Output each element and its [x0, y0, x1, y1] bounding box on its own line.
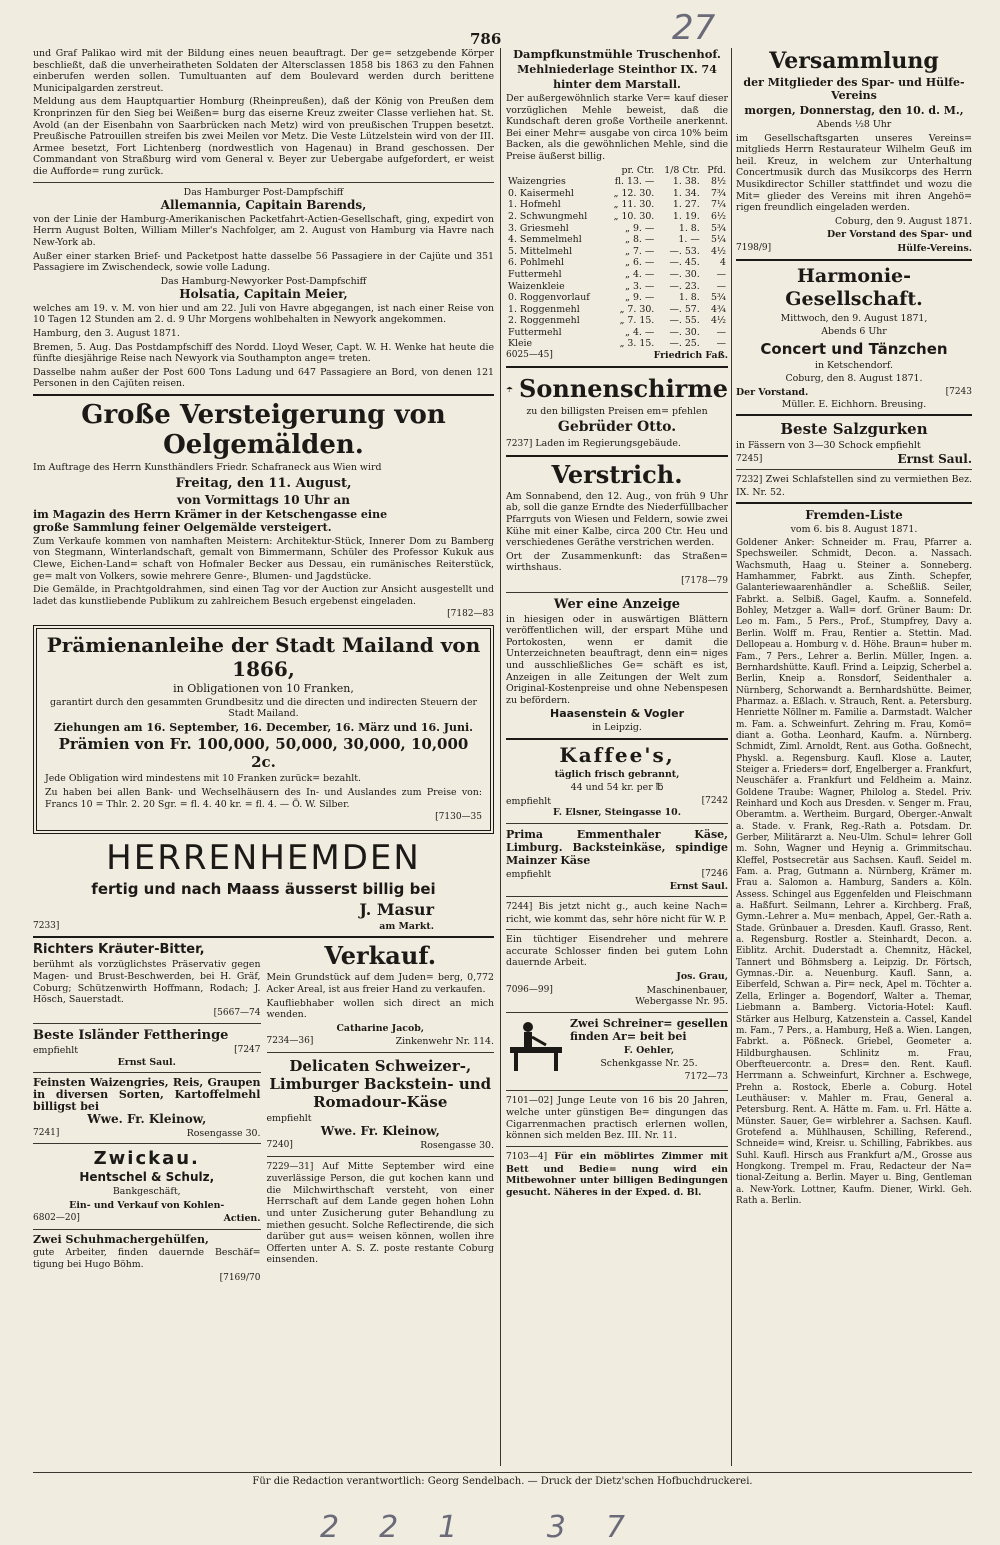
ad-reference: 6025—45]: [506, 350, 553, 361]
price-row: [506, 234, 728, 246]
cheese-title: Delicaten Schweizer-, Limburger Backstein- und Romadour-Käse: [269, 1056, 492, 1111]
price-cell: —: [716, 280, 726, 292]
price-cell: 1. 38.: [672, 176, 700, 188]
sale-row: [267, 1036, 495, 1048]
harmonie-date: Coburg, den 8. August 1871.: [785, 373, 923, 385]
price-header-cell: Pfd.: [707, 164, 726, 176]
page-number: 786: [470, 30, 502, 48]
price-header-row: [506, 165, 728, 177]
loan-line: in Obligationen von 10 Franken,: [173, 681, 354, 695]
meeting-footer: [736, 243, 972, 255]
column-divider: [731, 48, 732, 1466]
meeting-line: der Mitglieder des Spar- und Hülfe-Vereins: [743, 76, 965, 102]
price-cell: —. 23.: [669, 280, 700, 292]
ad-reference: 6802—20]: [33, 1213, 80, 1224]
zwickau-line: Actien.: [223, 1213, 261, 1225]
column-left: [33, 48, 494, 1466]
strike-text: Am Sonnabend, den 12. Aug., von früh 9 Uhr ab, soll die ganze Erndte des Niederfüllbacher Pfarrguts von Wiesen und Feldern, sowie zwei Kühe mit einer Kalbe, circa 200 Ctr. Heu und verschiedenes Geräthe verstrichen werden.: [506, 490, 728, 549]
gherkin-text: in Fässern von 3—30 Schock empfiehlt: [736, 440, 921, 452]
price-row: [506, 315, 728, 327]
ad-reference: [7247: [234, 1045, 261, 1056]
ship-notice-text: welches am 19. v. M. von hier und am 22. Juli von Havre abgegangen, ist nach einer Reise von 10 Tagen 12 Stunden am 2. d. 9 Uhr Morgens wohlbehalten in Newyork angekommen.: [33, 302, 494, 326]
news-paragraph: Meldung aus dem Hauptquartier Homburg (Rheinpreußen), daß der König von Preußen dem Kronprinzen für den Sieg bei Weißen= burg das eiserne Kreuz zweiter Classe verliehen hat. St. Avold (an der Eisenbahn von Saarbrücken nach Metz) wird von preußischen Truppen besetzt. Preußische Patrouillen streifen bis zwei Meilen vor Metz. Die Veste Lützelstein wird von der III. Armee besetzt, Fort Lichtenberg (nordwestlich von Hagenau) in Brand geschossen. Der Commandant von Straßburg wird vom General v. Beyer zur Uebergabe aufgefordert, er weist die Aufforde= rung zurück.: [33, 96, 494, 177]
shirts-place: am Markt.: [379, 920, 434, 932]
price-cell: „ 7. —: [625, 245, 655, 257]
price-row: [506, 257, 728, 269]
divider: [33, 936, 494, 938]
divider: [33, 1143, 261, 1144]
ad-reference: [7130—35: [435, 812, 482, 823]
price-cell: —. 30.: [669, 326, 700, 338]
loan-line: Zu haben bei allen Bank- und Wechselhäusern des In- und Auslandes zum Preise von: Francs 10 = Thlr. 2. 20 Sgr. = fl. 4. 40 kr. = fl. 4. — Ö. W. Silber.: [45, 786, 482, 810]
umbrella-title: Sonnenschirme: [519, 373, 728, 403]
price-cell: Futtermehl: [508, 326, 562, 338]
strike-text: Ort der Zusammenkunft: das Straßen= wirthshaus.: [506, 550, 728, 574]
price-table-head: [506, 165, 728, 177]
cheese-row: [267, 1140, 495, 1152]
divider: [33, 1229, 261, 1230]
loan-line: Jede Obligation wird mindestens mit 10 Franken zurück= bezahlt.: [45, 773, 361, 785]
price-cell: „ 3. 15.: [619, 338, 655, 350]
price-row: [506, 292, 728, 304]
price-cell: „ 6. —: [625, 257, 655, 269]
turner-address: Webergasse Nr. 95.: [635, 996, 728, 1008]
umbrella-header: [506, 372, 728, 406]
harmonie-footer: [736, 387, 972, 399]
news-paragraph: und Graf Palikao wird mit der Bildung eines neuen beauftragt. Der ge= setzgebende Körper beschließt, daß die unverheiratheten Soldaten der Altersclassen 1858 bis 1863 zu den Fahnen einberufen werden sollen. Tumultuanten auf dem Boulevard werden durch berittene Municipalgarden zerstreut.: [33, 48, 494, 94]
guest-list-period: vom 6. bis 8. August 1871.: [790, 524, 918, 536]
price-cell: 4: [720, 257, 726, 269]
auction-collection: große Sammlung feiner Oelgemälde versteigert.: [33, 521, 332, 535]
coffee-line: empfiehlt: [506, 795, 552, 807]
umbrella-address: Laden im Regierungsgebäude.: [535, 438, 681, 450]
price-cell: 8½: [710, 176, 726, 188]
sale-title: Verkauf.: [324, 941, 437, 971]
gherkin-merchant: Ernst Saul.: [897, 451, 972, 466]
coffee-line: täglich frisch gebrannt,: [554, 768, 680, 780]
meeting-text: im Gesellschaftsgarten unseres Vereins= mitglieds Herrn Restaurateur Wilhelm Geuß im heil. Kreuz, in welchem zur Unterhaltung Concertmusik durch das Musikcorps des Herrn Musikdirector Schiller stattfindet und wozu die Mit= glieder des Vereins mit ihren Angehö= rigen freundlich eingeladen werden.: [736, 132, 972, 214]
lower-ads-left: [33, 942, 261, 1286]
found-notice: [506, 901, 728, 925]
cheese-address: Rosengasse 30.: [420, 1140, 494, 1152]
harmonie-title: Harmonie-Gesellschaft.: [785, 264, 923, 310]
coffee-line: 44 und 54 kr. per ℔: [570, 782, 664, 794]
ad-agency-place: in Leipzig.: [592, 721, 642, 733]
youth-text: Junge Leute von 16 bis 20 Jahren, welche unter günstigen Be= dingungen das Cigarrenmachen practisch erlernen wollen, können sich melden Bez. III. Nr. 11.: [506, 1094, 728, 1142]
price-row: [506, 211, 728, 223]
beds-ad: [736, 474, 972, 498]
divider: [33, 1072, 261, 1073]
price-cell: 1. 19.: [672, 210, 700, 222]
price-cell: „ 11. 30.: [613, 199, 655, 211]
zwickau-line: Bankgeschäft,: [112, 1186, 181, 1198]
price-cell: —. 30.: [669, 268, 700, 280]
price-cell: „ 7. 15.: [619, 315, 655, 327]
ad-reference: [7242: [701, 795, 728, 806]
column-middle: [506, 48, 728, 1466]
divider: [506, 738, 728, 740]
price-cell: Futtermehl: [508, 268, 562, 280]
loan-line: garantirt durch den gesammten Grundbesitz und die directen und indirecten Steuern der Stadt Mailand.: [50, 696, 477, 720]
price-cell: 4¾: [710, 303, 726, 315]
ad-reference: 7198/9]: [736, 242, 772, 253]
divider: [506, 929, 728, 930]
coffee-row: [506, 796, 728, 808]
emmentaler-row: [506, 869, 728, 881]
auction-title: Große Versteigerung von Oelgemälden.: [81, 400, 446, 461]
harmonie-signature: Der Vorstand.: [736, 386, 809, 398]
price-header-cell: 1/8 Ctr.: [664, 164, 700, 176]
price-cell: 1. 34.: [672, 187, 700, 199]
emmentaler-line: empfiehlt: [506, 868, 552, 880]
carpenter-workshop-icon: [506, 1017, 566, 1073]
price-cell: —. 25.: [669, 338, 700, 350]
price-cell: 1. 8.: [678, 222, 700, 234]
meeting-signature: Der Vorstand des Spar- und: [827, 229, 972, 241]
ad-reference: 7101—02]: [506, 1095, 553, 1106]
mill-subtitle: Mehlniederlage Steinthor IX. 74: [517, 63, 717, 76]
price-cell: 1. 8.: [678, 292, 700, 304]
shirts-footer: [33, 921, 494, 933]
price-row: [506, 223, 728, 235]
ad-agency-title: Wer eine Anzeige: [553, 596, 681, 612]
price-cell: —. 55.: [669, 315, 700, 327]
mill-subtitle: hinter dem Marstall.: [553, 78, 681, 91]
ship-notice-text: von der Linie der Hamburg-Amerikanischen Packetfahrt-Actien-Gesellschaft, ging, expedirt von Herrn August Bolten, William Miller's Nachfolger, am 2. August von Hamburg via Havre nach New-York ab.: [33, 213, 494, 248]
guest-list-text: Goldener Anker: Schneider m. Frau, Pfarrer a. Spechsweiler. Schmidt, Decon. a. Nassach. Wachsmuth, Haag u. Steiner a. Sonneberg. Hamhammer, Fabrkt. aus Zinth. Schepfer, Galanteriewaarenhändler a. Scheßliß. Seiler, Fabrkt. a. Selbiß. Gagel, Kaufm. a. Sonnefeld. Bohley, Metzger a. Wall= dorf. Grüner Baum: Dr. Leo m. Fam., 5 Pers., Prof., Stumpfrey, Davy a. Berlin. Wolff m. Frau, Rentier a. Stettin. Mad. Dellopeau a. Homburg v. d. Höhe. Braun= huber m. Fam., 7 Pers., Lehrer a. Berlin. Müller, Ingen. a. Bernhardshütte. Kaufl. Frind a. Leipzig, Scherbel a. Berlin, Kneip a. Ronsdorf, Seidenthaler a. Nürnberg, Schorwandt a. Bernhardshütte. Beimer, Pharmaz. a. Eßlach. v. Strauch, Rent. a. Petersburg. Henriette Nöllner m. Familie a. Darmstadt. Walcher m. Fam. a. Schweinfurt. Zehring m. Frau, Komö= diant a. Gotha. Leonhard, Kaufm. a. Nürnberg. Schmidt, Ziml. Arnoldt, Rent. aus Gotha. Goßnecht, Physkl. a. Regensburg. Kaufl. Klose a. Lauter, Steiger a. Frieders= dorf, Engelberger a. Frankfurt, Neuschäfer a. Frankfurt und Feldheim a. Mainz. Goldene Traube: Wagner, Philolog a. Stedel. Priv. Reinhard und Koch aus Dresden. v. Senger m. Frau, Oberamtm. a. Wertheim. Burgard, Oberger.-Anwalt a. Stade. v. Frank, Reg.-Rath a. Potsdam. Dr. Gerber, Militärarzt a. Neu-Ulm. Schul= lehrer Goll m. Sohn, Wagner und Heynig a. Grimmitschau. Kleffel, Postsecretär aus Sachsen. Kaufl. Seidel m. Fam. a. Prag, Gutmann a. Nürnberg, Krämer m. Frau a. Salomon a. Hamburg, Sanders a. Köln. Assess. Schingel aus Eggenfelden und Fleischmann a. Haßfurt. Seilmann, Lehrer a. Kirchberg. Fraß, Gymn.-Lehrer a. Mu= menbach, Appel, Ger.-Rath a. Stade. Grünbauer a. Dresden. Kaufl. Grasso, Rent. a. Regensburg. Rostler a. Steinhardt, Decon. a. Eiblitz. Archit. Duderstadt a. Chemnitz, Häckel, Tannert und Böhmsberg a. Leipzig. Dr. Förtsch, Gymnas.-Dir. a. Neuenburg. Kaufl. Sann, a. Eiberfeld, Schwan a. Pir= neck, Apel m. Töchter a. Zella, Erlinger a. Bogendorf, Walter a. Themar, Liebmann a. Bamberg. Victoria-Hotel: Kaufl. Stärker aus Helburg, Katzenstein a. Cassel, Kandel m. Fam., 7 Pers., a. Hamburg, Heß a. Wien. Langen, Fabrkt. a. Pößneck. Griebel, Geometer a. Hildburghausen. Schlinitz m. Frau, Oberfteuercontr. a. Dres= den. Rent. Kaufl. Herrmann a. Schweinfurt, Kirchner a. Eschwege, Prehn a. Rostock, Eberle a. Coburg. Hotel Leuthäuser: v. Mahler m. Frau, General a. Petersburg. Rent. A. Hätte m. Fam. u. Frl. Hätte a. Münster. Sauer, Ge= wirblehrer a. Sachsen. Kaufl. Grotefend a. Mühlhausen, Schilling, Referend., Schneide= wind, Kreisr. u. Schilling, Fabrikbes. aus Suhl. Kaufl. Hirsch aus Frankfurt a/M., Grosse aus Hongkong. Trempel m. Frau, Redacteur der Na= tional-Zeitung a. Berlin. Mayer u. Bing, Gentleman a. New-York. Lottner, Kaufm. Diener, Wirkl. Geh. Rath a. Berlin.: [736, 538, 972, 1206]
zwickau-row: [33, 1213, 261, 1225]
price-header-cell: pr. Ctr.: [621, 164, 655, 176]
cheese-merchant: Wwe. Fr. Kleinow,: [320, 1124, 440, 1139]
price-cell: 1. 27.: [672, 199, 700, 211]
ad-reference: [5667—74: [213, 1007, 261, 1018]
ship-notice-text: Bremen, 5. Aug. Das Postdampfschiff des Nordd. Lloyd Weser, Capt. W. H. Wenke hat heute die fünfte diesjährige Reise nach Newyork via Southampton ange= treten.: [33, 341, 494, 365]
price-cell: 7¼: [710, 199, 726, 211]
price-cell: —: [716, 326, 726, 338]
zwickau-line: Ein- und Verkauf von Kohlen-: [69, 1199, 225, 1211]
divider: [506, 1090, 728, 1091]
joiner-address: Schenkgasse Nr. 25.: [600, 1058, 698, 1070]
maid-text: Auf Mitte September wird eine zuverlässige Person, die gut kochen kann und die Milchwirthschaft versteht, von einer Herrschaft auf dem Lande gegen hohen Lohn und unter Zusicherung guter Behandlung zu miethen gesucht. Solche Reflectirende, die sich darüber gut aus= weisen können, wollen ihre Offerten unter A. S. Z. poste restante Coburg einsenden.: [266, 1160, 494, 1266]
price-header-cell: [506, 165, 605, 177]
ad-agency-text: in hiesigen oder in auswärtigen Blättern veröffentlichen will, der erspart Mühe und Portokosten, wenn er damit die Unterzeichneten beauftragt, denn ein= niges und ausschließliches Ge= schäft es ist, Anzeigen in alle Zeitungen der Welt zum Original-Kostenpreise und ohne Nebenspesen zu befördern.: [506, 613, 728, 706]
loan-line: Ziehungen am 16. September, 16. December, 16. März und 16. Juni.: [54, 720, 473, 734]
divider: [506, 592, 728, 593]
price-cell: 6½: [710, 210, 726, 222]
divider: [736, 414, 972, 416]
price-cell: 5. Mittelmehl: [508, 245, 573, 257]
divider: [736, 469, 972, 470]
shirts-title: HERRENHEMDEN: [106, 837, 421, 878]
divider: [267, 1052, 495, 1053]
ad-reference: [7178—79: [681, 576, 728, 586]
price-cell: —. 57.: [669, 303, 700, 315]
harmonie-line: Mittwoch, den 9. August 1871,: [780, 312, 928, 324]
shirts-merchant: J. Masur: [359, 899, 434, 919]
ad-reference: 7233]: [33, 920, 60, 931]
price-cell: 5¼: [710, 234, 726, 246]
harmonie-names: Müller. E. Eichhorn. Breusing.: [781, 398, 927, 410]
ad-reference: [7182—83: [447, 609, 494, 620]
price-cell: 5¾: [710, 292, 726, 304]
mill-title: Dampfkunstmühle Truschenhof.: [513, 48, 721, 61]
price-row: [506, 281, 728, 293]
divider: [506, 823, 728, 824]
harmonie-line: in Ketschendorf.: [814, 359, 893, 371]
price-cell: 2. Schwungmehl: [508, 210, 588, 222]
meeting-signature: Hülfe-Vereins.: [897, 242, 972, 254]
divider: [33, 394, 494, 396]
shoe-title: Zwei Schuhmachergehülfen,: [33, 1232, 209, 1246]
price-cell: 4½: [710, 245, 726, 257]
price-row: [506, 304, 728, 316]
divider: [506, 1146, 728, 1147]
price-cell: 0. Kaisermehl: [508, 187, 574, 199]
ship-notice-heading: Das Hamburger Post-Dampfschiff: [183, 186, 344, 198]
sale-text: Mein Grundstück auf dem Juden= berg, 0,772 Acker Areal, ist aus freier Hand zu verkaufen.: [266, 972, 494, 995]
joiner-ad: [506, 1017, 728, 1086]
ship-notice-text: Außer einer starken Brief- und Packetpost hatte dasselbe 56 Passagiere in der Cajüte und 351 Passagiere im Zwischendeck, sowie volle Ladung.: [33, 250, 494, 274]
zwickau-title: Zwickau.: [93, 1148, 200, 1170]
price-row: [506, 327, 728, 339]
turner-name: Jos. Grau,: [676, 971, 728, 983]
bitter-text: berühmt als vorzüglichstes Präservativ gegen Magen- und Brust-Beschwerden, bei H. Gräf, Coburg; Schützenwirth Hoffmann, Rodach; J. Hösch, Sauerstadt.: [33, 959, 261, 1006]
turner-line: Maschinenbauer,: [646, 984, 728, 996]
divider: [33, 1023, 261, 1024]
cheese-line: empfiehlt: [266, 1112, 312, 1124]
column-divider: [500, 48, 501, 1466]
ship-notice-heading: Das Hamburg-Newyorker Post-Dampfschiff: [160, 275, 367, 287]
joiner-title: Zwei Schreiner= gesellen finden Ar= beit bei: [570, 1016, 728, 1043]
shirts-line: fertig und nach Maass äusserst billig bei: [91, 879, 436, 898]
price-cell: fl. 13. —: [614, 176, 655, 188]
ad-reference: 7096—99]: [506, 984, 553, 995]
price-cell: Kleie: [508, 338, 533, 350]
room-text: Für ein möblirtes Zimmer mit Bett und Bedie= nung wird ein Mitbewohner unter billigen Bedingungen gesucht. Näheres in der Exped. d. Bl.: [506, 1151, 728, 1198]
auction-date: Freitag, den 11. August,: [175, 475, 352, 491]
joiner-text-block: [570, 1017, 728, 1086]
wheat-address: Rosengasse 30.: [186, 1127, 261, 1139]
herring-line: empfiehlt: [33, 1045, 79, 1057]
price-cell: 4½: [710, 315, 726, 327]
ad-reference: 7237]: [506, 439, 533, 450]
sale-text: Kaufliebhaber wollen sich direct an mich wenden.: [266, 997, 494, 1021]
price-cell: 0. Roggenvorlauf: [508, 292, 590, 304]
price-cell: „ 10. 30.: [613, 210, 655, 222]
wheat-row: [33, 1128, 261, 1140]
umbrella-merchant: Gebrüder Otto.: [557, 419, 677, 436]
maid-ad: [267, 1161, 495, 1266]
price-cell: „ 9. —: [625, 292, 655, 304]
turner-text: Ein tüchtiger Eisendreher und mehrere accurate Schlosser finden bei gutem Lohn dauernde Arbeit.: [506, 934, 728, 969]
price-cell: „ 12. 30.: [613, 187, 655, 199]
meeting-title: Versammlung: [769, 48, 939, 74]
mill-footer: [506, 350, 728, 362]
coffee-title: Kaffee's,: [559, 742, 675, 767]
gherkin-title: Beste Salzgurken: [780, 420, 928, 439]
lower-ads: [33, 942, 494, 1286]
harmonie-event: Concert und Tänzchen: [760, 339, 948, 358]
divider: [506, 366, 728, 368]
bitter-title: Richters Kräuter-Bitter,: [33, 942, 205, 958]
coffee-merchant: F. Elsner, Steingasse 10.: [553, 807, 681, 819]
ship-name: Holsatia, Capitain Meier,: [179, 287, 348, 302]
umbrella-text: zu den billigsten Preisen em= pfehlen: [526, 405, 708, 417]
loan-title: Prämienanleihe der Stadt Mailand von 1866,: [46, 632, 481, 681]
price-cell: —: [716, 268, 726, 280]
sale-name: Catharine Jacob,: [336, 1022, 425, 1034]
price-row: [506, 338, 728, 350]
price-cell: 3. Griesmehl: [508, 222, 569, 234]
price-cell: —. 45.: [669, 257, 700, 269]
herring-merchant: Ernst Saul.: [117, 1056, 176, 1068]
gherkin-row: [736, 451, 972, 466]
meeting-date: Coburg, den 9. August 1871.: [834, 215, 972, 227]
ad-reference: 7241]: [33, 1127, 60, 1138]
sale-address: Zinkenwehr Nr. 114.: [395, 1036, 494, 1048]
price-cell: 1. Hofmehl: [508, 199, 561, 211]
price-cell: —. 53.: [669, 245, 700, 257]
price-row: [506, 176, 728, 188]
ship-notice-text: Dasselbe nahm außer der Post 600 Tons Ladung und 647 Passagiere an Bord, von denen 121 Personen in den Cajüten reisen.: [33, 366, 494, 390]
price-cell: —: [716, 338, 726, 350]
wheat-merchant: Wwe. Fr. Kleinow,: [87, 1112, 207, 1127]
ad-reference: 7103—4]: [506, 1152, 548, 1162]
ad-reference: 7245]: [736, 453, 763, 464]
herring-title: Beste Isländer Fettheringe: [33, 1028, 229, 1044]
price-cell: 7¾: [710, 187, 726, 199]
umbrella-footer: [506, 438, 728, 451]
emmentaler-merchant: Ernst Saul.: [669, 880, 728, 892]
auction-intro: Im Auftrage des Herrn Kunsthändlers Friedr. Schafraneck aus Wien wird: [33, 462, 382, 474]
meeting-line: morgen, Donnerstag, den 10. d. M.,: [744, 104, 964, 117]
page-footer: Für die Redaction verantwortlich: Georg Sendelbach. — Druck der Dietz'schen Hofbuchdruckerei.: [33, 1472, 972, 1487]
shoe-text: gute Arbeiter, finden dauernde Beschäf= tigung bei Hugo Böhm.: [33, 1247, 261, 1270]
auction-body: Zum Verkaufe kommen von namhaften Meistern: Architektur-Stück, Innerer Dom zu Bamberg von Stegmann, Winterlandschaft, gemalt von Bimmermann, Schüler des Professor Kukuk aus Clewe, Eichen-Land= schaft von Hofmaler Becker aus Dessau, ein rumänisches Reiterstück, ge= malt von Volkers, sowie mehrere Genre-, Blumen- und Jagdstücke.: [33, 535, 494, 582]
price-cell: 1. Roggenmehl: [508, 303, 580, 315]
price-cell: 4. Semmelmehl: [508, 234, 582, 246]
zwickau-firm: Hentschel & Schulz,: [79, 1170, 215, 1185]
joiner-name: F. Oehler,: [623, 1044, 675, 1056]
price-cell: 6. Pohlmehl: [508, 257, 565, 269]
price-table-body: [506, 176, 728, 350]
price-cell: „ 4. —: [625, 326, 655, 338]
turner-row: [506, 985, 728, 997]
ad-reference: 7234—36]: [266, 1036, 314, 1047]
ad-reference: [7243: [945, 386, 972, 397]
ad-reference: 7229—31]: [266, 1161, 314, 1172]
price-row: [506, 188, 728, 200]
ad-reference: [7169/70: [219, 1272, 261, 1283]
lower-ads-right: [267, 942, 495, 1286]
price-cell: Waizenkleie: [508, 280, 565, 292]
mill-text: Der außergewöhnlich starke Ver= kauf dieser vorzüglichen Mehle beweist, daß die Kundschaft deren große Vortheile anerkennt. Bei einer Mehr= ausgabe von circa 10% beim Backen, als die gewöhnlichen Mehle, sind die Preise äußerst billig.: [506, 93, 728, 162]
column-right: [736, 48, 972, 1466]
ad-reference: 7244]: [506, 902, 533, 913]
emmentaler-title: Prima Emmenthaler Käse, Limburg. Backsteinkäse, spindige Mainzer Käse: [506, 827, 728, 867]
handwritten-annotation-top: 27: [672, 8, 716, 48]
auction-place: im Magazin des Herrn Krämer in der Ketschengasse eine: [33, 507, 388, 521]
auction-body: Die Gemälde, in Prachtgoldrahmen, sind einen Tag vor der Auction zur Ansicht ausgestellt und ladet das kunstliebende Publikum zu zahlreichem Besuch ergebenst eingeladen.: [33, 584, 494, 607]
loan-advertisement: [33, 625, 494, 834]
price-row: [506, 246, 728, 258]
ship-name: Allemannia, Capitain Barends,: [160, 198, 367, 213]
price-cell: Waizengries: [508, 176, 566, 188]
price-cell: 1. —: [678, 234, 700, 246]
divider: [33, 182, 494, 183]
meeting-line: Abends ½8 Uhr: [816, 119, 892, 130]
price-cell: „ 7. 30.: [619, 303, 655, 315]
ad-reference: 7232]: [736, 475, 763, 486]
strike-title: Verstrich.: [551, 459, 683, 489]
divider: [506, 455, 728, 457]
price-cell: 5¾: [710, 222, 726, 234]
umbrella-icon: [506, 372, 513, 406]
price-table: [506, 165, 728, 351]
herring-row: [33, 1045, 261, 1057]
harmonie-line: Abends 6 Uhr: [821, 326, 887, 338]
divider: [736, 259, 972, 261]
auction-time: von Vormittags 10 Uhr an: [177, 492, 350, 507]
found-text: Bis jetzt nicht g., auch keine Nach= richt, wie kommt das, sehr höre nicht für W. P.: [506, 901, 728, 925]
loan-line: Prämien von Fr. 100,000, 50,000, 30,000, 10,000 2c.: [58, 735, 469, 772]
price-cell: „ 9. —: [625, 222, 655, 234]
wheat-title: Feinsten Waizengries, Reis, Graupen in diversen Sorten, Kartoffelmehl billigst bei: [33, 1076, 261, 1113]
ship-notice-date: Hamburg, den 3. August 1871.: [33, 328, 180, 340]
divider: [506, 1012, 728, 1013]
price-cell: „ 8. —: [625, 234, 655, 246]
ad-agency-name: Haasenstein & Vogler: [549, 707, 684, 721]
beds-text: Zwei Schlafstellen sind zu vermiethen Bez. IX. Nr. 52.: [736, 474, 972, 498]
price-cell: „ 3. —: [625, 280, 655, 292]
room-ad: [506, 1151, 728, 1198]
price-cell: „ 4. —: [625, 268, 655, 280]
guest-list-title: Fremden-Liste: [805, 508, 903, 523]
price-row: [506, 199, 728, 211]
price-row: [506, 269, 728, 281]
youth-ad: [506, 1095, 728, 1142]
divider: [267, 1156, 495, 1157]
ad-reference: 7240]: [266, 1140, 293, 1151]
ad-reference: 7172—73: [684, 1072, 728, 1083]
handwritten-annotation-bottom: 221 37: [320, 1510, 665, 1545]
price-cell: 2. Roggenmehl: [508, 315, 580, 327]
divider: [736, 502, 972, 504]
mill-owner: Friedrich Faß.: [653, 350, 728, 362]
divider: [506, 896, 728, 897]
ad-reference: [7246: [701, 868, 728, 879]
